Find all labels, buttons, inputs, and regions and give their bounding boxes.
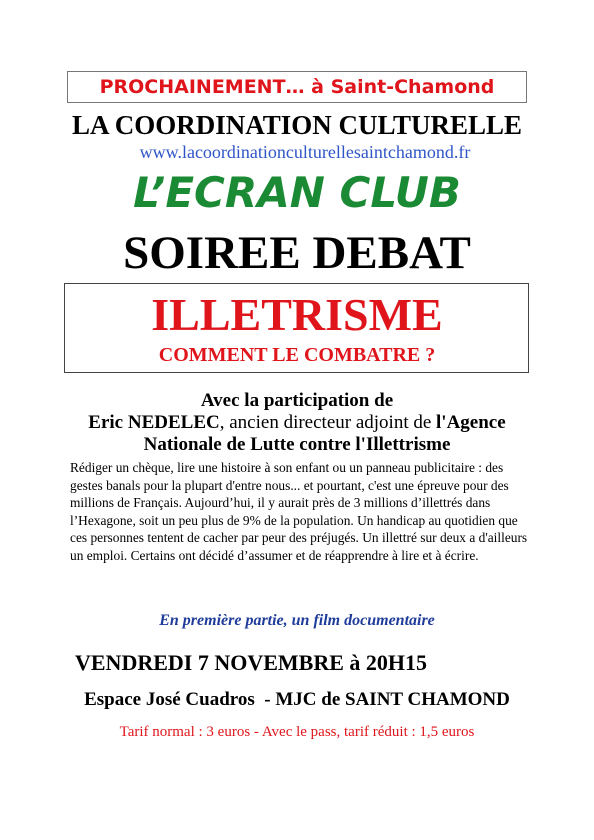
topic-subtitle: COMMENT LE COMBATRE ?	[158, 344, 436, 366]
description-paragraph: Rédiger un chèque, lire une histoire à son enfant ou un panneau publicitaire : des gestes banals pour la plupart d'entre nous... et pourtant, c'est une épreuve pour des millions de Français. Aujourd’hui, il y aurait près de 3 millions d’illettrés dans l’Hexagone, soit un peu plus de 9% de la population. Un handicap au quotidien que ces personnes tentent de cacher par peur des préjugés. Un illettré sur deux a d'ailleurs un emploi. Certains ont décidé d’assumer et de réapprendre à lire et à écrire.	[70, 460, 528, 563]
participant-role: , ancien directeur adjoint de	[219, 412, 437, 433]
agency-name-start: l'Agence	[436, 412, 506, 433]
event-date: VENDREDI 7 NOVEMBRE à 20H15	[75, 650, 428, 675]
participation-intro: Avec la participation de	[200, 390, 394, 411]
pricing: Tarif normal : 3 euros - Avec le pass, tarif réduit : 1,5 euros	[119, 724, 475, 740]
event-venue: Espace José Cuadros - MJC de SAINT CHAMOND	[84, 689, 510, 710]
participant-line	[0, 412, 594, 434]
announcement-banner: PROCHAINEMENT… à Saint-Chamond	[67, 71, 527, 103]
organization-name: LA COORDINATION CULTURELLE	[71, 110, 523, 140]
agency-name-end: Nationale de Lutte contre l'Illettrisme	[143, 434, 451, 455]
topic-title: ILLETRISME	[151, 289, 443, 340]
website-link[interactable]: www.lacoordinationculturellesaintchamond.fr	[139, 142, 471, 162]
event-title: SOIREE DEBAT	[123, 227, 471, 279]
documentary-note: En première partie, un film documentaire	[159, 612, 435, 629]
participant-name: Eric NEDELEC	[88, 412, 220, 433]
club-name: L’ECRAN CLUB	[133, 168, 461, 217]
